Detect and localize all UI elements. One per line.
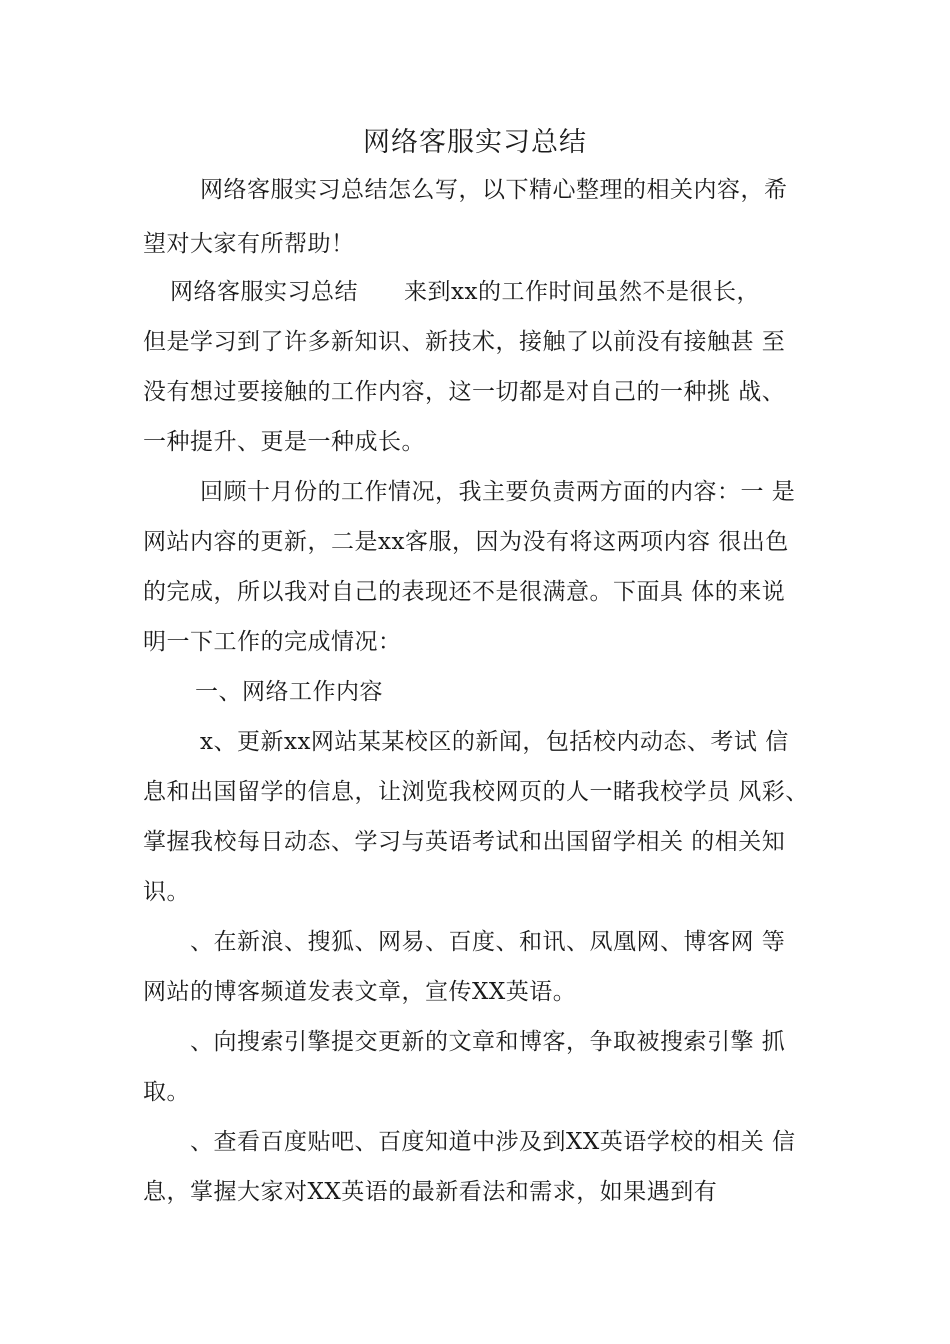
item-3-line-1: 、向搜索引擎提交更新的文章和博客，争取被搜索引擎 抓 (190, 1029, 786, 1055)
item-4-line-2: 息，掌握大家对XX英语的最新看法和需求，如果遇到有 (143, 1179, 718, 1205)
paragraph-1-line-1-rest: 来到xx的工作时间虽然不是很长， (404, 279, 760, 305)
item-4-line-1: 、查看百度贴吧、百度知道中涉及到XX英语学校的相关 信 (190, 1129, 796, 1155)
intro-line-2: 望对大家有所帮助！ (143, 231, 355, 257)
item-1-line-1: x、更新xx网站某某校区的新闻，包括校内动态、考试 信 (200, 729, 789, 755)
paragraph-1-lead: 网络客服实习总结 (170, 279, 358, 305)
item-1-line-2: 息和出国留学的信息，让浏览我校网页的人一睹我校学员 风彩、 (143, 779, 809, 805)
paragraph-2-line-3: 的完成，所以我对自己的表现还不是很满意。下面具 体的来说 (143, 579, 786, 605)
section-1-heading: 一、网络工作内容 (195, 679, 383, 705)
item-3-line-2: 取。 (143, 1079, 190, 1105)
paragraph-1-line-4: 一种提升、更是一种成长。 (143, 429, 425, 455)
item-2-line-1: 、在新浪、搜狐、网易、百度、和讯、凤凰网、博客网 等 (190, 929, 786, 955)
paragraph-2-line-1: 回顾十月份的工作情况，我主要负责两方面的内容：一 是 (200, 479, 796, 505)
paragraph-1-line-2: 但是学习到了许多新知识、新技术，接触了以前没有接触甚 至 (143, 329, 786, 355)
paragraph-1-line-3: 没有想过要接触的工作内容，这一切都是对自己的一种挑 战、 (143, 379, 786, 405)
paragraph-1-line-1 (170, 277, 760, 307)
item-1-line-3: 掌握我校每日动态、学习与英语考试和出国留学相关 的相关知 (143, 829, 786, 855)
paragraph-2-line-4: 明一下工作的完成情况： (143, 629, 402, 655)
item-2-line-2: 网站的博客频道发表文章，宣传XX英语。 (143, 979, 577, 1005)
intro-line-1: 网络客服实习总结怎么写，以下精心整理的相关内容，希 (200, 177, 788, 203)
item-1-line-4: 识。 (143, 879, 190, 905)
document-title: 网络客服实习总结 (363, 127, 587, 158)
paragraph-2-line-2: 网站内容的更新，二是xx客服，因为没有将这两项内容 很出色 (143, 529, 789, 555)
